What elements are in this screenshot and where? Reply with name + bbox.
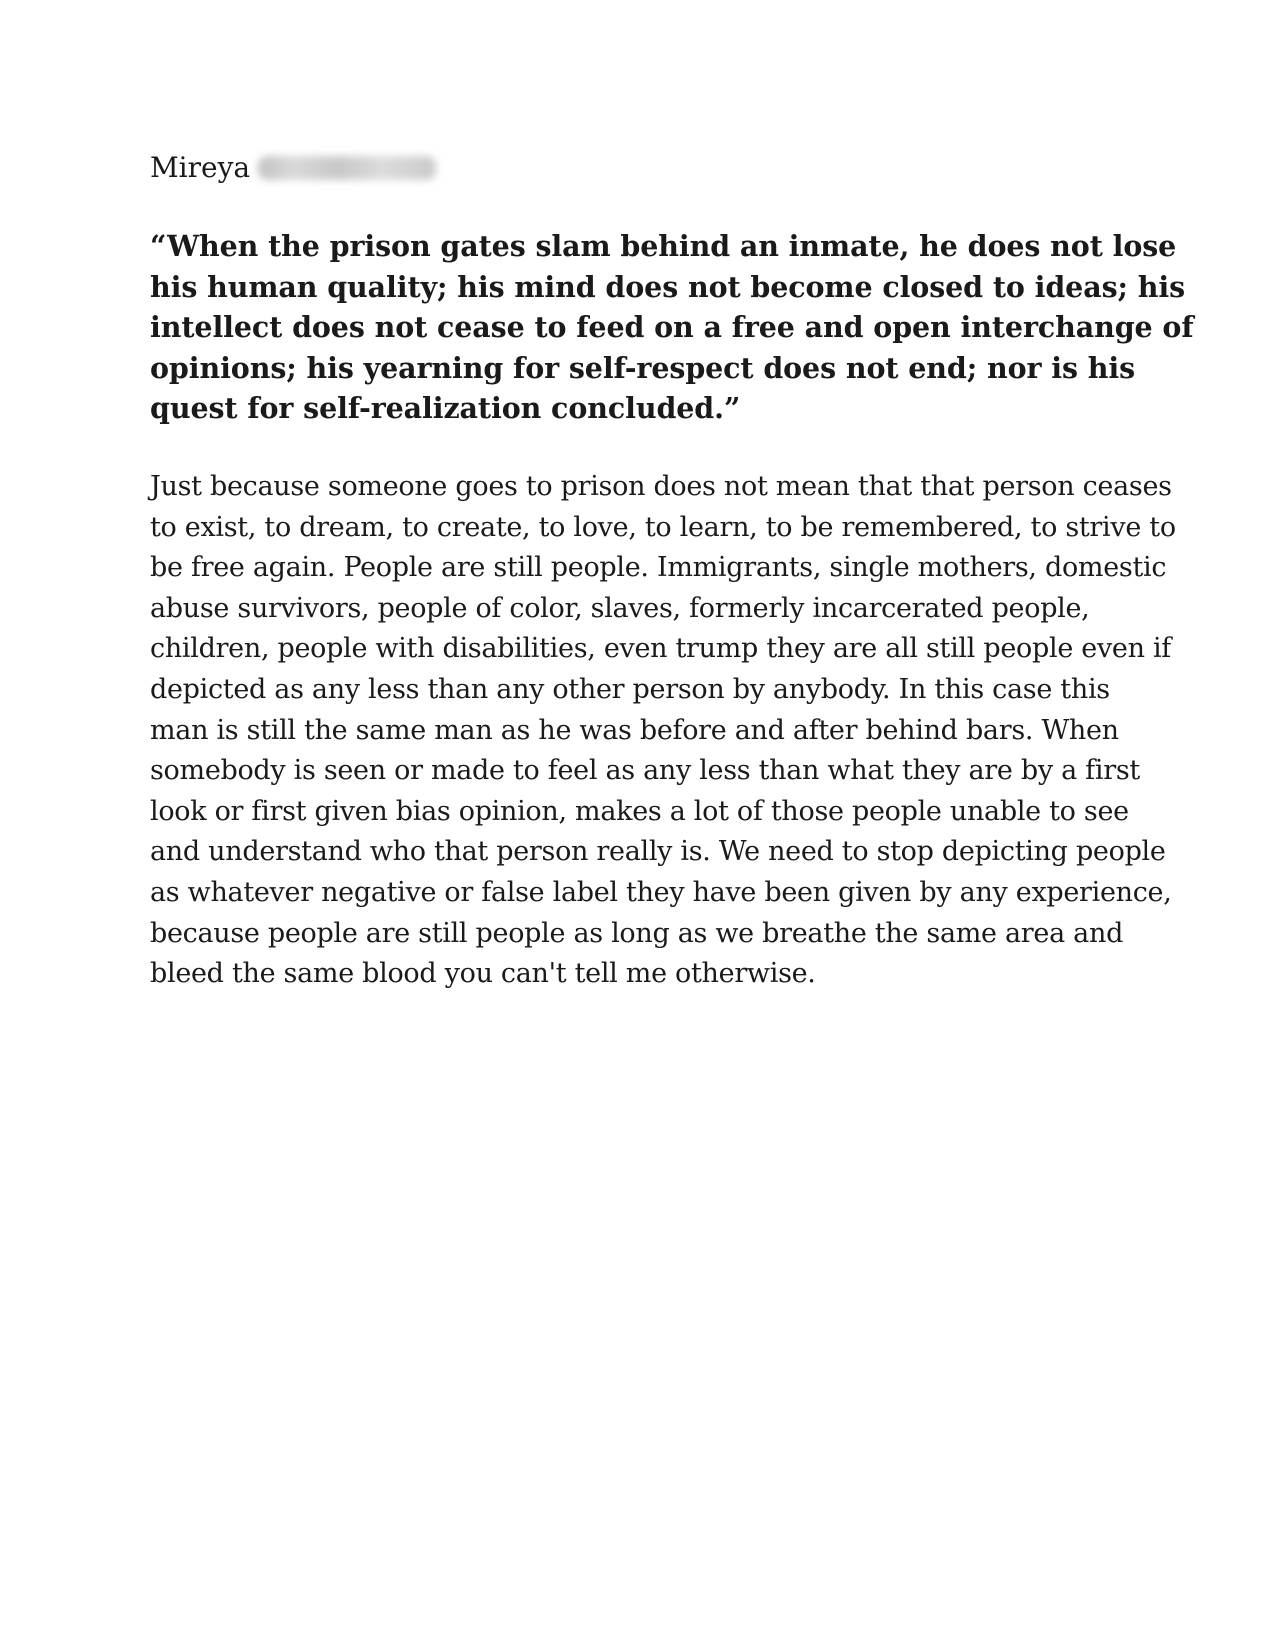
quote-line: intellect does not cease to feed on a free and open interchange of [150,310,1194,345]
body-line: and understand who that person really is. We need to stop depicting people [150,836,1166,868]
body-line: depicted as any less than any other person by anybody. In this case this [150,673,1110,705]
author-line [150,148,1130,188]
body-line: to exist, to dream, to create, to love, to learn, to be remembered, to strive to [150,511,1176,543]
redacted-surname [258,156,436,180]
body-line: bleed the same blood you can't tell me otherwise. [150,958,816,990]
quote-block [150,226,1194,429]
body-line: be free again. People are still people. Immigrants, single mothers, domestic [150,552,1167,584]
body-line: man is still the same man as he was before and after behind bars. When [150,714,1119,746]
body-line: look or first given bias opinion, makes a lot of those people unable to see [150,795,1129,827]
body-line: abuse survivors, people of color, slaves, formerly incarcerated people, [150,592,1090,624]
body-line: because people are still people as long as we breathe the same area and [150,917,1124,949]
quote-line: “When the prison gates slam behind an inmate, he does not lose [150,229,1177,263]
body-line: Just because someone goes to prison does not mean that that person ceases [150,470,1172,502]
body-line: children, people with disabilities, even trump they are all still people even if [150,633,1171,665]
quote-line: his human quality; his mind does not become closed to ideas; his [150,269,1186,304]
quote-line: opinions; his yearning for self-respect does not end; nor is his [150,350,1136,385]
body-line: somebody is seen or made to feel as any less than what they are by a first [150,755,1140,787]
quote-line: quest for self-realization concluded.” [150,391,741,426]
author-first-name: Mireya [150,151,251,184]
body-paragraph [150,467,1176,995]
body-line: as whatever negative or false label they have been given by any experience, [150,876,1172,908]
document-page [150,148,1194,995]
